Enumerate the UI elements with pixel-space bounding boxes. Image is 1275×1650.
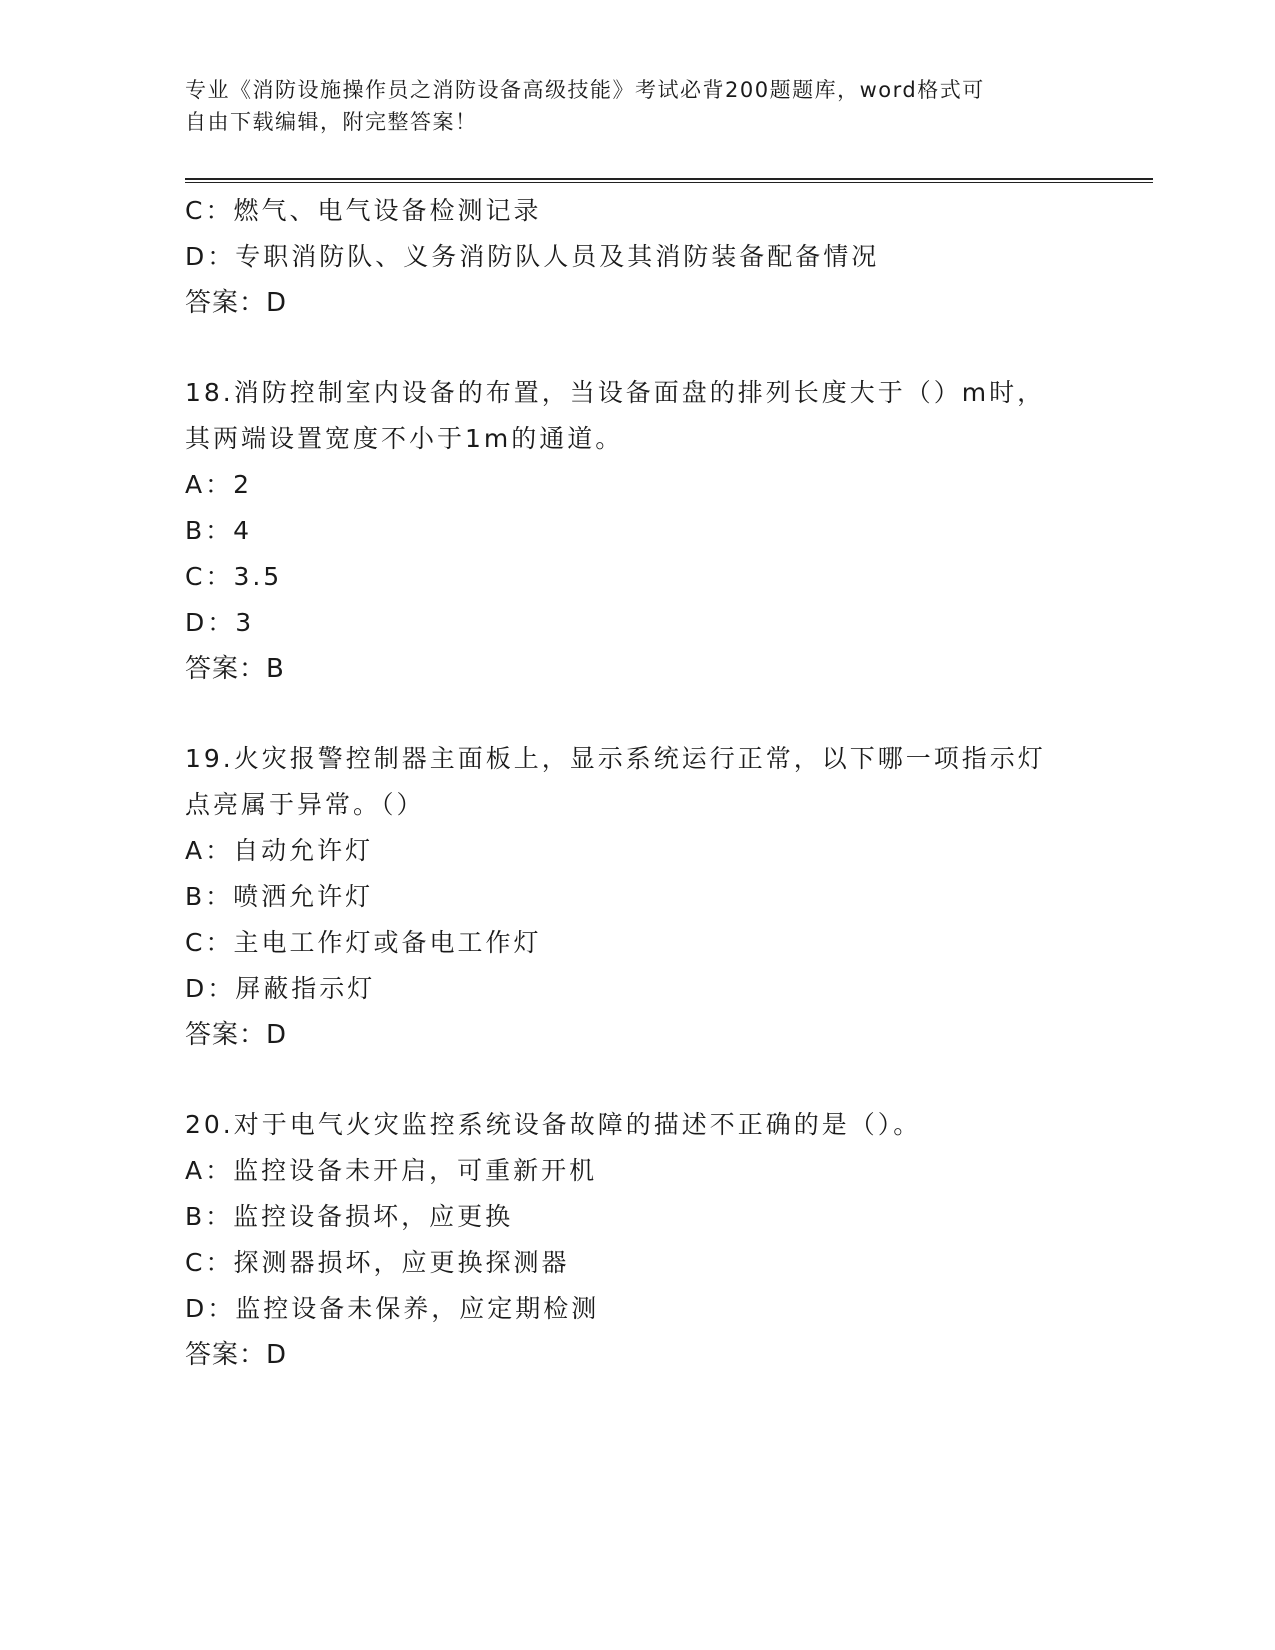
- question-stem-line: 19.火灾报警控制器主面板上，显示系统运行正常，以下哪一项指示灯: [185, 744, 1046, 773]
- question-20: [185, 1102, 1085, 1378]
- option-a: A：自动允许灯: [185, 836, 374, 865]
- question-stem-line: 20.对于电气火灾监控系统设备故障的描述不正确的是（）。: [185, 1110, 922, 1139]
- question-17-tail: [185, 188, 1085, 326]
- option-d: D：专职消防队、义务消防队人员及其消防装备配备情况: [185, 242, 880, 271]
- question-spacer: [185, 326, 1085, 370]
- option-d: D：3: [185, 608, 255, 637]
- option-b: B：4: [185, 516, 253, 545]
- header-line-2: 自由下载编辑，附完整答案！: [185, 110, 478, 134]
- header-divider: [185, 178, 1153, 183]
- option-a: A：2: [185, 470, 253, 499]
- question-spacer: [185, 1058, 1085, 1102]
- answer-line: 答案：D: [185, 1340, 288, 1370]
- option-b: B：喷洒允许灯: [185, 882, 374, 911]
- document-header: [185, 74, 1065, 138]
- option-d: D：监控设备未保养，应定期检测: [185, 1294, 600, 1323]
- answer-line: 答案：D: [185, 1020, 288, 1050]
- option-b: B：监控设备损坏，应更换: [185, 1202, 514, 1231]
- question-18: [185, 370, 1085, 692]
- option-a: A：监控设备未开启，可重新开机: [185, 1156, 598, 1185]
- answer-line: 答案：B: [185, 654, 285, 684]
- question-19: [185, 736, 1085, 1058]
- option-c: C：燃气、电气设备检测记录: [185, 196, 542, 225]
- option-c: C：3.5: [185, 562, 283, 591]
- option-c: C：主电工作灯或备电工作灯: [185, 928, 542, 957]
- option-c: C：探测器损坏，应更换探测器: [185, 1248, 570, 1277]
- question-stem-line: 其两端设置宽度不小于1m的通道。: [185, 424, 624, 453]
- question-stem-line: 点亮属于异常。（）: [185, 790, 425, 819]
- option-d: D：屏蔽指示灯: [185, 974, 376, 1003]
- question-stem-line: 18.消防控制室内设备的布置，当设备面盘的排列长度大于（）m时，: [185, 378, 1046, 407]
- header-line-1: 专业《消防设施操作员之消防设备高级技能》考试必背200题题库，word格式可: [185, 78, 985, 102]
- question-spacer: [185, 692, 1085, 736]
- question-list: [185, 188, 1085, 1378]
- answer-line: 答案：D: [185, 288, 288, 318]
